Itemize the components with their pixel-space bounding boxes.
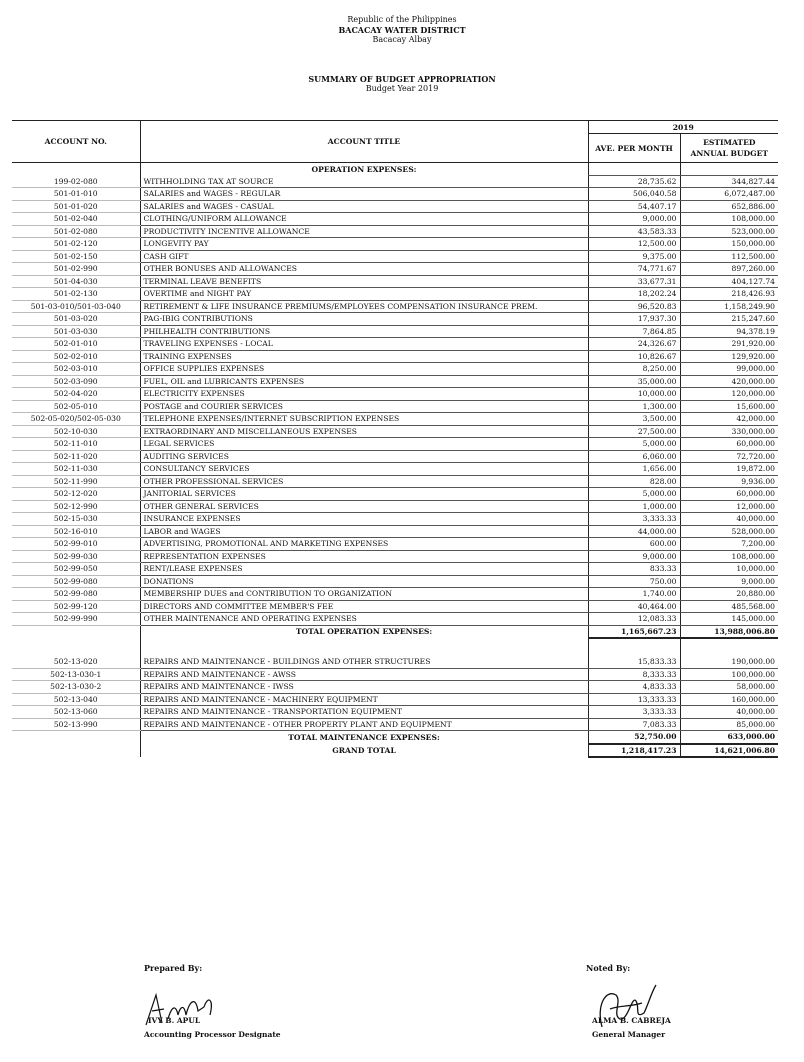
table-row (12, 513, 778, 526)
grand-total-label: GRAND TOTAL (140, 744, 588, 758)
account-no-cell: 501-02-150 (12, 250, 140, 263)
ave-per-month-cell: 1,000.00 (588, 500, 680, 513)
account-title-cell: FUEL, OIL and LUBRICANTS EXPENSES (140, 375, 588, 388)
table-row (12, 350, 778, 363)
table-row (12, 438, 778, 451)
annual-budget-cell: 19,872.00 (680, 463, 778, 476)
annual-budget-cell: 15,600.00 (680, 400, 778, 413)
annual-budget-cell: 12,000.00 (680, 500, 778, 513)
table-row (12, 275, 778, 288)
ave-per-month-cell: 750.00 (588, 575, 680, 588)
ave-per-month-cell: 3,333.33 (588, 706, 680, 719)
account-title-cell: REPAIRS AND MAINTENANCE - MACHINERY EQUIPMENT (140, 693, 588, 706)
ave-per-month-cell: 12,500.00 (588, 238, 680, 251)
table-row (12, 693, 778, 706)
table-row (12, 325, 778, 338)
account-title-cell: REPAIRS AND MAINTENANCE - AWSS (140, 668, 588, 681)
table-row (12, 425, 778, 438)
account-title-cell: REPAIRS AND MAINTENANCE - IWSS (140, 681, 588, 694)
prepared-by-label: Prepared By: (144, 963, 203, 973)
ave-per-month-cell: 54,407.17 (588, 200, 680, 213)
ave-per-month-cell: 7,864.85 (588, 325, 680, 338)
annual-budget-cell: 72,720.00 (680, 450, 778, 463)
annual-budget-cell: 60,000.00 (680, 488, 778, 501)
account-no-cell: 502-99-120 (12, 600, 140, 613)
annual-budget-cell: 10,000.00 (680, 563, 778, 576)
account-no-cell: 502-12-990 (12, 500, 140, 513)
account-title-cell: OTHER MAINTENANCE AND OPERATING EXPENSES (140, 613, 588, 626)
noted-signature (586, 975, 666, 1035)
annual-budget-cell: 145,000.00 (680, 613, 778, 626)
annual-budget-cell: 160,000.00 (680, 693, 778, 706)
ave-per-month-cell: 506,040.58 (588, 188, 680, 201)
prepared-name: IVY B. APUL (148, 1016, 201, 1025)
table-row (12, 656, 778, 668)
account-no-cell: 501-02-130 (12, 288, 140, 301)
ave-per-month-cell: 43,583.33 (588, 225, 680, 238)
annual-budget-cell: 7,200.00 (680, 538, 778, 551)
annual-budget-cell: 150,000.00 (680, 238, 778, 251)
ave-per-month-cell: 10,000.00 (588, 388, 680, 401)
account-no-cell: 502-16-010 (12, 525, 140, 538)
account-title-cell: REPAIRS AND MAINTENANCE - BUILDINGS AND OTHER STRUCTURES (140, 656, 588, 668)
table-row (12, 600, 778, 613)
noted-role: General Manager (592, 1030, 666, 1039)
header-year: 2019 (588, 121, 778, 134)
account-no-cell: 502-05-010 (12, 400, 140, 413)
account-no-cell: 502-04-020 (12, 388, 140, 401)
account-no-cell: 502-11-010 (12, 438, 140, 451)
table-row (12, 588, 778, 601)
annual-budget-cell: 42,000.00 (680, 413, 778, 426)
annual-budget-cell: 215,247.60 (680, 313, 778, 326)
table-row (12, 263, 778, 276)
table-row (12, 718, 778, 731)
account-title-cell: TRAVELING EXPENSES - LOCAL (140, 338, 588, 351)
account-no-cell: 502-11-030 (12, 463, 140, 476)
prepared-role: Accounting Processor Designate (144, 1030, 281, 1039)
account-no-cell: 502-13-040 (12, 693, 140, 706)
account-title-cell: POSTAGE and COURIER SERVICES (140, 400, 588, 413)
annual-budget-cell: 40,000.00 (680, 706, 778, 719)
account-no-cell: 502-99-010 (12, 538, 140, 551)
account-title-cell: LABOR and WAGES (140, 525, 588, 538)
ave-per-month-cell: 28,735.62 (588, 175, 680, 188)
table-row (12, 288, 778, 301)
ave-per-month-cell: 24,326.67 (588, 338, 680, 351)
table-row (12, 525, 778, 538)
table-row (12, 313, 778, 326)
ave-per-month-cell: 96,520.83 (588, 300, 680, 313)
total-operation-label: TOTAL OPERATION EXPENSES: (140, 625, 588, 638)
account-no-cell: 501-02-990 (12, 263, 140, 276)
grand-total-avg: 1,218,417.23 (588, 744, 680, 758)
account-title-cell: LEGAL SERVICES (140, 438, 588, 451)
account-title-cell: WITHHOLDING TAX AT SOURCE (140, 175, 588, 188)
total-operation-avg: 1,165,667.23 (588, 625, 680, 638)
account-title-cell: MEMBERSHIP DUES and CONTRIBUTION TO ORGANIZATION (140, 588, 588, 601)
annual-budget-cell: 129,920.00 (680, 350, 778, 363)
account-title-cell: OFFICE SUPPLIES EXPENSES (140, 363, 588, 376)
table-row (12, 400, 778, 413)
republic-line: Republic of the Philippines (347, 15, 457, 24)
budget-table (12, 120, 778, 758)
table-row (12, 175, 778, 188)
table-row (12, 200, 778, 213)
ave-per-month-cell: 6,060.00 (588, 450, 680, 463)
account-no-cell: 502-02-010 (12, 350, 140, 363)
annual-budget-cell: 6,072,487.00 (680, 188, 778, 201)
annual-budget-cell: 897,260.00 (680, 263, 778, 276)
account-title-cell: REPRESENTATION EXPENSES (140, 550, 588, 563)
account-title-cell: PHILHEALTH CONTRIBUTIONS (140, 325, 588, 338)
annual-budget-cell: 112,500.00 (680, 250, 778, 263)
annual-budget-cell: 1,158,249.90 (680, 300, 778, 313)
account-no-cell: 502-99-080 (12, 588, 140, 601)
account-no-cell: 501-02-120 (12, 238, 140, 251)
ave-per-month-cell: 7,083.33 (588, 718, 680, 731)
table-row (12, 375, 778, 388)
table-row (12, 538, 778, 551)
ave-per-month-cell: 13,333.33 (588, 693, 680, 706)
ave-per-month-cell: 15,833.33 (588, 656, 680, 668)
account-title-cell: TERMINAL LEAVE BENEFITS (140, 275, 588, 288)
table-row (12, 363, 778, 376)
account-title-cell: PAG-IBIG CONTRIBUTIONS (140, 313, 588, 326)
annual-budget-cell: 330,000.00 (680, 425, 778, 438)
account-no-cell: 502-13-020 (12, 656, 140, 668)
account-title-cell: OTHER BONUSES AND ALLOWANCES (140, 263, 588, 276)
account-title-cell: AUDITING SERVICES (140, 450, 588, 463)
account-title-cell: ADVERTISING, PROMOTIONAL AND MARKETING EXPENSES (140, 538, 588, 551)
annual-budget-cell: 652,886.00 (680, 200, 778, 213)
table-row (12, 681, 778, 694)
table-row (12, 238, 778, 251)
account-no-cell: 502-99-080 (12, 575, 140, 588)
annual-budget-cell: 58,000.00 (680, 681, 778, 694)
annual-budget-cell: 94,378.19 (680, 325, 778, 338)
table-row (12, 575, 778, 588)
annual-budget-cell: 190,000.00 (680, 656, 778, 668)
account-title-cell: RETIREMENT & LIFE INSURANCE PREMIUMS/EMPLOYEES COMPENSATION INSURANCE PREM. (140, 300, 588, 313)
ave-per-month-cell: 10,826.67 (588, 350, 680, 363)
account-no-cell: 502-99-050 (12, 563, 140, 576)
annual-budget-cell: 99,000.00 (680, 363, 778, 376)
account-no-cell: 502-03-010 (12, 363, 140, 376)
document-header (0, 15, 804, 45)
ave-per-month-cell: 44,000.00 (588, 525, 680, 538)
total-maintenance-annual: 633,000.00 (680, 731, 778, 744)
document-title: SUMMARY OF BUDGET APPROPRIATION (308, 74, 496, 84)
account-title-cell: PRODUCTIVITY INCENTIVE ALLOWANCE (140, 225, 588, 238)
ave-per-month-cell: 27,500.00 (588, 425, 680, 438)
district-location: Bacacay Albay (372, 35, 432, 44)
annual-budget-cell: 9,000.00 (680, 575, 778, 588)
account-title-cell: EXTRAORDINARY AND MISCELLANEOUS EXPENSES (140, 425, 588, 438)
table-row (12, 668, 778, 681)
ave-per-month-cell: 8,250.00 (588, 363, 680, 376)
budget-year-label: Budget Year 2019 (365, 84, 439, 93)
annual-budget-cell: 40,000.00 (680, 513, 778, 526)
account-no-cell: 502-05-020/502-05-030 (12, 413, 140, 426)
annual-budget-cell: 100,000.00 (680, 668, 778, 681)
document-title-block (0, 74, 804, 94)
account-no-cell: 502-12-020 (12, 488, 140, 501)
table-row (12, 463, 778, 476)
account-no-cell: 502-13-060 (12, 706, 140, 719)
section-operation-label: OPERATION EXPENSES: (140, 163, 588, 176)
table-row (12, 613, 778, 626)
account-title-cell: SALARIES and WAGES - CASUAL (140, 200, 588, 213)
table-row (12, 388, 778, 401)
account-title-cell: CASH GIFT (140, 250, 588, 263)
annual-budget-cell: 218,426.93 (680, 288, 778, 301)
district-name: BACACAY WATER DISTRICT (338, 25, 466, 35)
ave-per-month-cell: 12,083.33 (588, 613, 680, 626)
table-row (12, 706, 778, 719)
table-row (12, 450, 778, 463)
noted-by-label: Noted By: (586, 963, 631, 973)
ave-per-month-cell: 9,375.00 (588, 250, 680, 263)
total-maintenance-label: TOTAL MAINTENANCE EXPENSES: (140, 731, 588, 744)
annual-budget-cell: 485,568.00 (680, 600, 778, 613)
ave-per-month-cell: 5,000.00 (588, 488, 680, 501)
ave-per-month-cell: 1,656.00 (588, 463, 680, 476)
account-title-cell: OTHER GENERAL SERVICES (140, 500, 588, 513)
annual-budget-cell: 344,827.44 (680, 175, 778, 188)
table-row (12, 500, 778, 513)
table-row (12, 550, 778, 563)
table-row (12, 563, 778, 576)
annual-budget-cell: 85,000.00 (680, 718, 778, 731)
annual-budget-cell: 120,000.00 (680, 388, 778, 401)
account-title-cell: INSURANCE EXPENSES (140, 513, 588, 526)
ave-per-month-cell: 3,333.33 (588, 513, 680, 526)
annual-budget-cell: 404,127.74 (680, 275, 778, 288)
header-ave-per-month: AVE. PER MONTH (588, 134, 680, 163)
table-row (12, 475, 778, 488)
account-no-cell: 501-02-040 (12, 213, 140, 226)
total-maintenance-avg: 52,750.00 (588, 731, 680, 744)
ave-per-month-cell: 40,464.00 (588, 600, 680, 613)
table-row (12, 188, 778, 201)
account-no-cell: 502-10-030 (12, 425, 140, 438)
account-title-cell: OVERTIME and NIGHT PAY (140, 288, 588, 301)
header-account-title: ACCOUNT TITLE (140, 121, 588, 163)
account-no-cell: 501-02-080 (12, 225, 140, 238)
table-row (12, 338, 778, 351)
annual-budget-cell: 291,920.00 (680, 338, 778, 351)
table-row (12, 300, 778, 313)
account-no-cell: 501-03-020 (12, 313, 140, 326)
account-no-cell: 501-03-030 (12, 325, 140, 338)
account-title-cell: LONGEVITY PAY (140, 238, 588, 251)
account-title-cell: CONSULTANCY SERVICES (140, 463, 588, 476)
annual-budget-cell: 108,000.00 (680, 213, 778, 226)
annual-budget-cell: 528,000.00 (680, 525, 778, 538)
ave-per-month-cell: 35,000.00 (588, 375, 680, 388)
ave-per-month-cell: 33,677.31 (588, 275, 680, 288)
prepared-signature (138, 985, 228, 1033)
annual-budget-cell: 108,000.00 (680, 550, 778, 563)
account-no-cell: 501-01-010 (12, 188, 140, 201)
ave-per-month-cell: 8,333.33 (588, 668, 680, 681)
annual-budget-cell: 20,880.00 (680, 588, 778, 601)
account-no-cell: 502-03-090 (12, 375, 140, 388)
header-account-no: ACCOUNT NO. (12, 121, 140, 163)
account-no-cell: 502-01-010 (12, 338, 140, 351)
ave-per-month-cell: 3,500.00 (588, 413, 680, 426)
table-row (12, 413, 778, 426)
account-title-cell: TELEPHONE EXPENSES/INTERNET SUBSCRIPTION EXPENSES (140, 413, 588, 426)
account-title-cell: SALARIES and WAGES - REGULAR (140, 188, 588, 201)
account-title-cell: REPAIRS AND MAINTENANCE - TRANSPORTATION EQUIPMENT (140, 706, 588, 719)
ave-per-month-cell: 74,771.67 (588, 263, 680, 276)
ave-per-month-cell: 4,833.33 (588, 681, 680, 694)
account-no-cell: 502-13-990 (12, 718, 140, 731)
account-no-cell: 502-11-990 (12, 475, 140, 488)
account-no-cell: 501-01-020 (12, 200, 140, 213)
account-no-cell: 502-13-030-1 (12, 668, 140, 681)
account-no-cell: 502-13-030-2 (12, 681, 140, 694)
account-no-cell: 502-11-020 (12, 450, 140, 463)
ave-per-month-cell: 5,000.00 (588, 438, 680, 451)
account-title-cell: TRAINING EXPENSES (140, 350, 588, 363)
account-title-cell: OTHER PROFESSIONAL SERVICES (140, 475, 588, 488)
ave-per-month-cell: 833.33 (588, 563, 680, 576)
ave-per-month-cell: 9,000.00 (588, 213, 680, 226)
ave-per-month-cell: 828.00 (588, 475, 680, 488)
account-title-cell: CLOTHING/UNIFORM ALLOWANCE (140, 213, 588, 226)
ave-per-month-cell: 600.00 (588, 538, 680, 551)
noted-name: ALMA B. CABREJA (592, 1016, 671, 1025)
table-row (12, 488, 778, 501)
table-row (12, 250, 778, 263)
header-estimated-annual: ESTIMATED ANNUAL BUDGET (680, 134, 778, 163)
annual-budget-cell: 523,000.00 (680, 225, 778, 238)
ave-per-month-cell: 1,300.00 (588, 400, 680, 413)
table-row (12, 225, 778, 238)
account-title-cell: REPAIRS AND MAINTENANCE - OTHER PROPERTY PLANT AND EQUIPMENT (140, 718, 588, 731)
grand-total-annual: 14,621,006.80 (680, 744, 778, 758)
account-title-cell: ELECTRICITY EXPENSES (140, 388, 588, 401)
table-row (12, 213, 778, 226)
annual-budget-cell: 420,000.00 (680, 375, 778, 388)
account-no-cell: 501-03-010/501-03-040 (12, 300, 140, 313)
annual-budget-cell: 9,936.00 (680, 475, 778, 488)
account-no-cell: 502-15-030 (12, 513, 140, 526)
ave-per-month-cell: 18,202.24 (588, 288, 680, 301)
account-no-cell: 199-02-080 (12, 175, 140, 188)
total-operation-annual: 13,988,006.80 (680, 625, 778, 638)
account-title-cell: DONATIONS (140, 575, 588, 588)
ave-per-month-cell: 17,937.30 (588, 313, 680, 326)
account-no-cell: 502-99-990 (12, 613, 140, 626)
ave-per-month-cell: 1,740.00 (588, 588, 680, 601)
account-no-cell: 501-04-030 (12, 275, 140, 288)
ave-per-month-cell: 9,000.00 (588, 550, 680, 563)
account-title-cell: RENT/LEASE EXPENSES (140, 563, 588, 576)
account-title-cell: JANITORIAL SERVICES (140, 488, 588, 501)
account-title-cell: DIRECTORS AND COMMITTEE MEMBER'S FEE (140, 600, 588, 613)
account-no-cell: 502-99-030 (12, 550, 140, 563)
annual-budget-cell: 60,000.00 (680, 438, 778, 451)
